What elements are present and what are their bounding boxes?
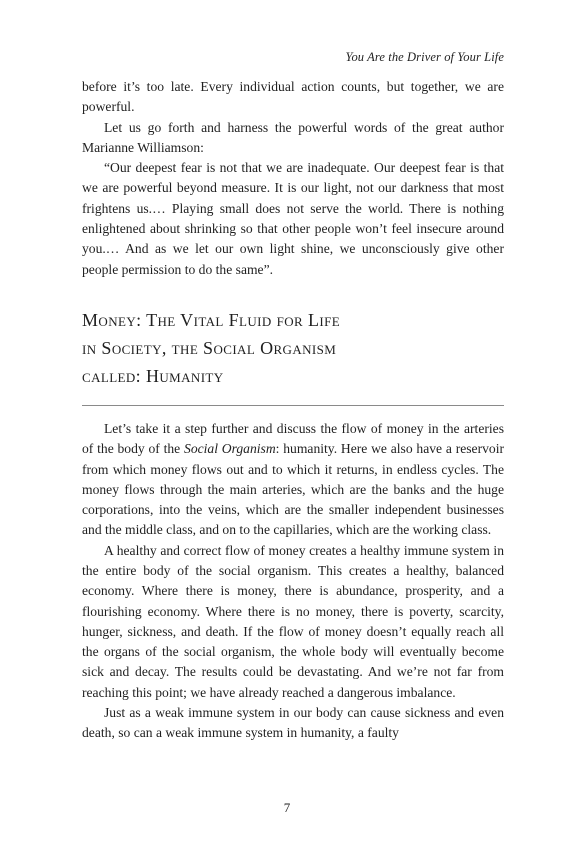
- block-quote-williamson: “Our deepest fear is not that we are inadequate. Our deepest fear is that we are powerful beyond measure. It is our light, not our darkness that most frightens us.… Playing small does not serve the world. There is nothing enlightened about shrinking so that other people won’t feel insecure around you.… And as we let our own light shine, we unconsciously give other people permission to do the same”.: [82, 160, 504, 277]
- page-number: 7: [283, 800, 291, 815]
- paragraph-arteries-text-2: : humanity. Here we also have a reservoir from which money flows out and to which it returns, in endless cycles. The money flows through the main arteries, which are the banks and the huge corporations, into the veins, which are the smaller independent businesses and the middle class, and on to the capillaries, which are the working class.: [82, 441, 505, 538]
- paragraph-immune-system: A healthy and correct flow of money creates a healthy immune system in the entire body of the social organism. This creates a healthy, balanced economy. Where there is money, there is abundance, prosperity, and a flourishing economy. Where there is no money, there is poverty, scarcity, hunger, sickness, and death. If the flow of money doesn’t equally reach all the organs of the social organism, the whole body will eventually become sick and decay. The results could be devastating. And we’re not far from reaching this point; we have already reached a dangerous imbalance.: [82, 542, 504, 700]
- paragraph-intro-quote: Let us go forth and harness the powerful words of the great author Marianne Williamson:: [82, 119, 504, 155]
- running-header: You Are the Driver of Your Life: [345, 50, 504, 64]
- paragraph-arteries-italic: Social Organism: [184, 441, 276, 457]
- section-heading-line-1: Money: The Vital Fluid for Life: [82, 309, 341, 330]
- paragraph-weak-immune: Just as a weak immune system in our body can cause sickness and even death, so can a weak immune system in humanity, a faulty: [82, 705, 504, 741]
- section-heading-line-3: called: Humanity: [82, 365, 224, 386]
- page-body: [82, 77, 504, 744]
- section-heading: [82, 306, 504, 390]
- paragraph-arteries-text-1: Let’s take it a step further and discuss the flow of money in the arteries of the body of the: [82, 420, 504, 457]
- paragraph-arteries: [82, 419, 504, 541]
- heading-divider: [82, 405, 504, 406]
- section-heading-line-2: in Society, the Social Organism: [82, 337, 337, 358]
- paragraph-continued: before it’s too late. Every individual action counts, but together, we are powerful.: [82, 79, 504, 115]
